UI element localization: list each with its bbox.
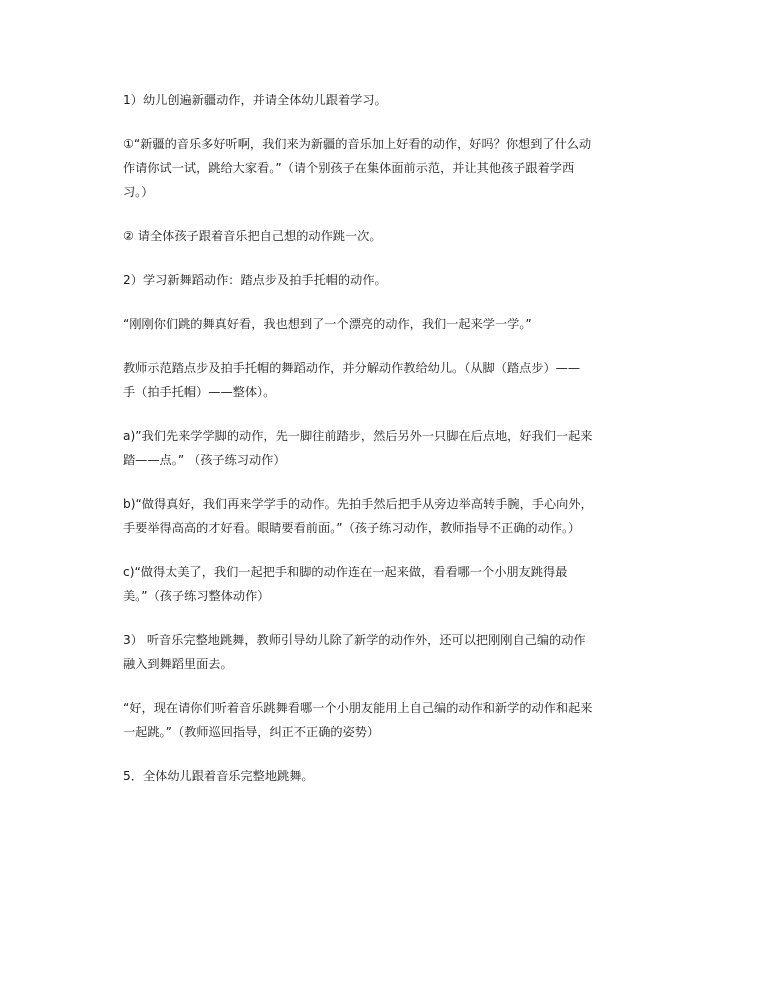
paragraph-12 bbox=[123, 764, 653, 788]
text-line: 融入到舞蹈里面去。 bbox=[123, 657, 233, 671]
text-line: a)”我们先来学学脚的动作，先一脚往前踏步，然后另外一只脚在后点地，好我们一起来 bbox=[123, 429, 593, 443]
text-line: 手（拍手托帽）——整体）。 bbox=[123, 385, 276, 399]
paragraph-6 bbox=[123, 356, 653, 404]
paragraph-7 bbox=[123, 424, 653, 472]
paragraph-10 bbox=[123, 628, 653, 676]
text-line: ② 请全体孩子跟着音乐把自己想的动作跳一次。 bbox=[123, 229, 382, 243]
paragraph-9 bbox=[123, 560, 653, 608]
paragraph-1 bbox=[123, 88, 653, 112]
paragraph-2 bbox=[123, 132, 653, 204]
paragraph-8 bbox=[123, 492, 653, 540]
text-line: ①“新疆的音乐多好听啊，我们来为新疆的音乐加上好看的动作，好吗？你想到了什么动 bbox=[123, 137, 592, 151]
text-line: b)“做得真好，我们再来学学手的动作。先拍手然后把手从旁边举高转手腕，手心向外， bbox=[123, 497, 593, 511]
text-line: 手要举得高高的才好看。眼睛要看前面。”（孩子练习动作，教师指导不正确的动作。） bbox=[123, 521, 581, 535]
paragraph-3 bbox=[123, 224, 653, 248]
text-line: “好，现在请你们听着音乐跳舞看哪一个小朋友能用上自己编的动作和新学的动作和起来 bbox=[123, 701, 593, 715]
text-line: “刚刚你们跳的舞真好看，我也想到了一个漂亮的动作，我们一起来学一学。” bbox=[123, 317, 532, 331]
text-line: 习。） bbox=[123, 185, 154, 199]
text-line: 2）学习新舞蹈动作：踏点步及拍手托帽的动作。 bbox=[123, 273, 387, 287]
text-line: 3） 听音乐完整地跳舞，教师引导幼儿除了新学的动作外，还可以把刚刚自己编的动作 bbox=[123, 633, 586, 647]
text-line: 5．全体幼儿跟着音乐完整地跳舞。 bbox=[123, 769, 314, 783]
text-line: 美。”（孩子练习整体动作） bbox=[123, 589, 270, 603]
paragraph-5 bbox=[123, 312, 653, 336]
text-line: 一起跳。”（教师巡回指导，纠正不正确的姿势） bbox=[123, 725, 380, 739]
text-line: 踏——点。” （孩子练习动作） bbox=[123, 453, 286, 467]
paragraph-11 bbox=[123, 696, 653, 744]
text-line: 1）幼儿创遍新疆动作，并请全体幼儿跟着学习。 bbox=[123, 93, 387, 107]
text-line: 作请你试一试，跳给大家看。”（请个别孩子在集体面前示范，并让其他孩子跟着学西 bbox=[123, 161, 575, 175]
paragraph-4 bbox=[123, 268, 653, 292]
text-line: c)“做得太美了，我们一起把手和脚的动作连在一起来做，看看哪一个小朋友跳得最 bbox=[123, 565, 568, 579]
document-body bbox=[123, 88, 653, 808]
text-line: 教师示范踏点步及拍手托帽的舞蹈动作，并分解动作教给幼儿。（从脚（踏点步）—— bbox=[123, 361, 581, 375]
